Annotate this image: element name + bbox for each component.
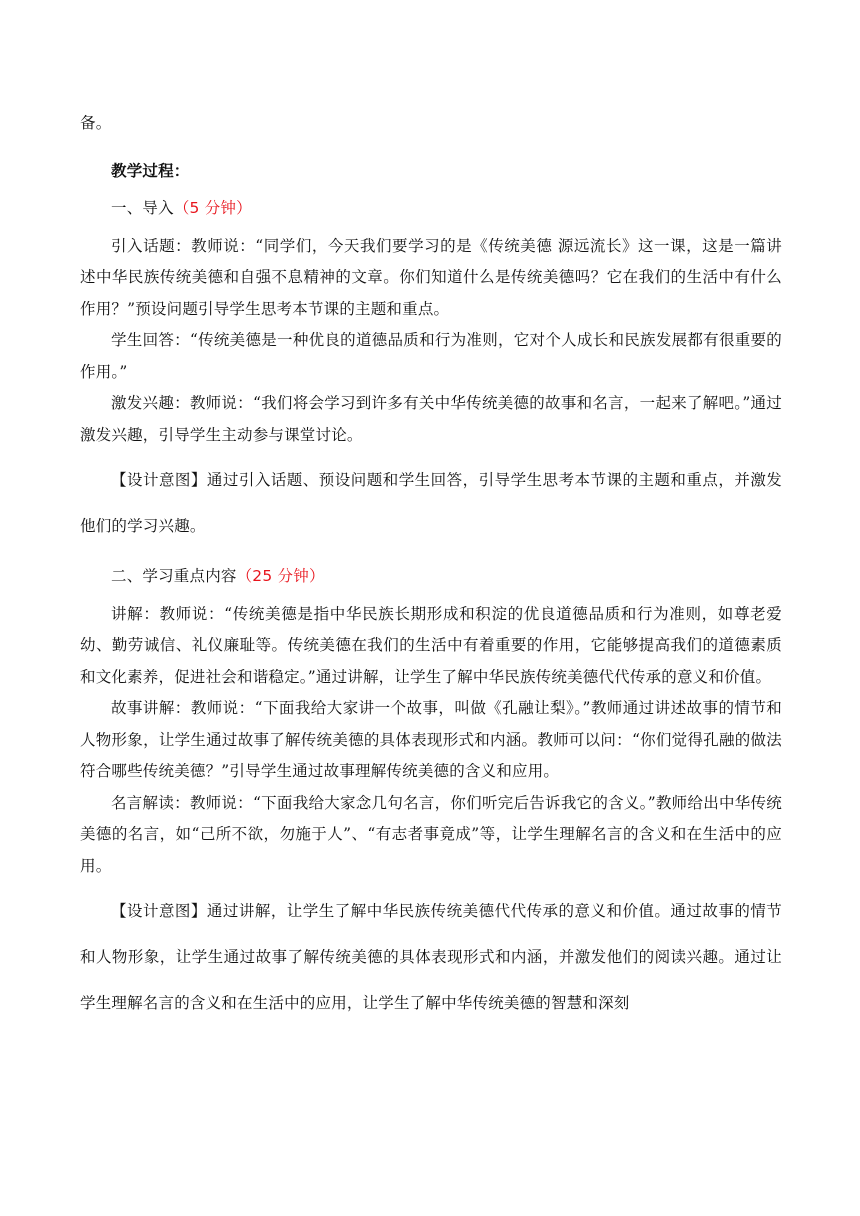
section-2-heading <box>80 561 782 593</box>
section-2-heading-text: 二、学习重点内容 <box>111 567 237 585</box>
intro-topic-paragraph: 引入话题：教师说：“同学们，今天我们要学习的是《传统美德 源远流长》这一课，这是一篇讲述中华民族传统美德和自强不息精神的文章。你们知道什么是传统美德吗？它在我们的生活中有什么作用？”预设问题引导学生思考本节课的主题和重点。 <box>80 236 782 318</box>
story-paragraph: 故事讲解：教师说：“下面我给大家讲一个故事，叫做《孔融让梨》。”教师通过讲述故事的情节和人物形象，让学生通过故事了解传统美德的具体表现形式和内涵。教师可以问：“你们觉得孔融的做法符合哪些传统美德？”引导学生通过故事理解传统美德的含义和应用。 <box>80 699 782 780</box>
document-page <box>80 108 782 1026</box>
process-title: 教学过程： <box>111 161 190 180</box>
interest-paragraph: 激发兴趣：教师说：“我们将会学习到许多有关中华传统美德的故事和名言，一起来了解吧。”通过激发兴趣，引导学生主动参与课堂讨论。 <box>80 394 782 444</box>
student-answer-paragraph: 学生回答：“传统美德是一种优良的道德品质和行为准则，它对个人成长和民族发展都有很重要的作用。” <box>80 331 782 381</box>
design-intent-1: 【设计意图】通过引入话题、预设问题和学生回答，引导学生思考本节课的主题和重点，并激发他们的学习兴趣。 <box>80 471 782 535</box>
section-1-heading-text: 一、导入 <box>111 199 174 217</box>
section-1-time: （5 分钟） <box>173 199 252 217</box>
continuation-text: 备。 <box>80 114 112 132</box>
section-2-time: （25 分钟） <box>236 567 325 585</box>
section-1-heading <box>80 193 782 225</box>
explanation-paragraph: 讲解：教师说：“传统美德是指中华民族长期形成和积淀的优良道德品质和行为准则，如尊老爱幼、勤劳诚信、礼仪廉耻等。传统美德在我们的生活中有着重要的作用，它能够提高我们的道德素质和文化素养，促进社会和谐稳定。”通过讲解，让学生了解中华民族传统美德代代传承的意义和价值。 <box>80 604 782 686</box>
design-intent-2: 【设计意图】通过讲解，让学生了解中华民族传统美德代代传承的意义和价值。通过故事的情节和人物形象，让学生通过故事了解传统美德的具体表现形式和内涵，并激发他们的阅读兴趣。通过让学生理解名言的含义和在生活中的应用，让学生了解中华传统美德的智慧和深刻 <box>80 902 782 1012</box>
quote-paragraph: 名言解读：教师说：“下面我给大家念几句名言，你们听完后告诉我它的含义。”教师给出中华传统美德的名言，如“己所不欲，勿施于人”、“有志者事竟成”等，让学生理解名言的含义和在生活中的应用。 <box>80 793 782 875</box>
